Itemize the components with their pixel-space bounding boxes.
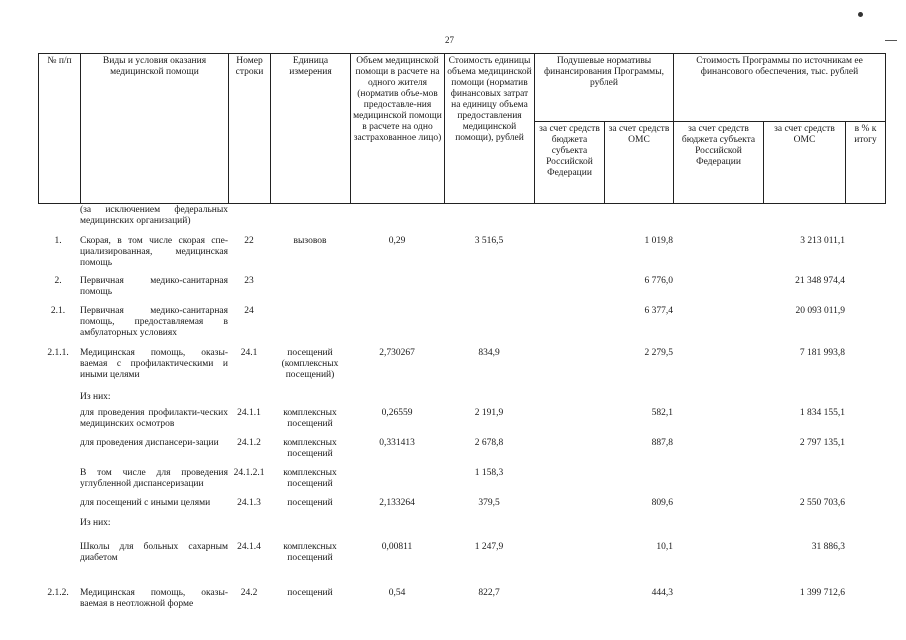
row-volume: 0,00811 [381, 542, 413, 552]
row-name: Скорая, в том числе скорая спе-циализированная, медицинская помощь [80, 236, 228, 268]
row-name: Школы для больных сахарным диабетом [80, 542, 228, 563]
row-src-oms: 31 886,3 [811, 542, 845, 552]
row-unit: комплексных посещений [283, 408, 337, 429]
row-unit: комплексных посещений [283, 468, 337, 489]
row-unit: посещений (комплексных посещений) [281, 348, 339, 380]
table-header [38, 53, 886, 204]
row-oms: 6 776,0 [644, 276, 673, 286]
header-line: Номер строки [229, 54, 271, 204]
row-line: 22 [244, 236, 254, 246]
row-line: 23 [244, 276, 254, 286]
header-sub-pct: в % к итогу [846, 122, 886, 204]
header-num: № п/п [39, 54, 81, 204]
row-cost: 2 678,8 [474, 438, 504, 448]
row-volume: 0,26559 [381, 408, 413, 418]
row-name: В том числе для проведения углубленной диспансеризации [80, 468, 228, 489]
row-oms: 887,8 [651, 438, 673, 448]
row-unit: комплексных посещений [283, 542, 337, 563]
row-oms: 1 019,8 [644, 236, 673, 246]
row-volume: 0,331413 [379, 438, 415, 448]
row-name: Медицинская помощь, оказы-ваемая с профилактическими и иными целями [80, 348, 228, 380]
row-cost: 822,7 [478, 588, 500, 598]
row-name: Медицинская помощь, оказы-ваемая в неотложной форме [80, 588, 228, 609]
row-unit: посещений [287, 498, 333, 508]
header-cost: Стоимость единицы объема медицинской помощи (норматив финансовых затрат на единицу объема предоставления медицинской помощи), рублей [445, 54, 535, 204]
row-volume: 2,730267 [379, 348, 415, 358]
header-percapita-group: Подушевые нормативы финансирования Программы, рублей [535, 54, 674, 122]
page-number: 27 [445, 35, 454, 45]
row-oms: 2 279,5 [644, 348, 673, 358]
row-cost: 2 191,9 [474, 408, 504, 418]
row-volume: 0,54 [388, 588, 406, 598]
row-line: 24.1.2.1 [233, 468, 265, 478]
header-unit: Единица измерения [271, 54, 351, 204]
row-unit: посещений [287, 588, 333, 598]
row-name: для проведения диспансери-зации [80, 438, 219, 448]
row-name: для посещений с иными целями [80, 498, 211, 508]
row-line: 24.1.2 [237, 438, 261, 448]
row-name: Из них: [80, 518, 111, 528]
scan-dot-mark [858, 12, 863, 17]
row-oms: 10,1 [656, 542, 673, 552]
row-num: 2.1.2. [47, 588, 69, 598]
header-volume: Объем медицинской помощи в расчете на одного жителя (норматив объе-мов предоставле-ния медицинской помощи в расчете на одно застрахованное лицо) [351, 54, 445, 204]
row-src-oms: 1 834 155,1 [799, 408, 845, 418]
header-name: Виды и условия оказания медицинской помощи [81, 54, 229, 204]
row-unit: комплексных посещений [283, 438, 337, 459]
row-src-oms: 1 399 712,6 [799, 588, 845, 598]
row-src-oms: 20 093 011,9 [795, 306, 845, 316]
row-cost: 379,5 [478, 498, 500, 508]
row-src-oms: 2 550 703,6 [799, 498, 845, 508]
row-name: (за исключением федеральных медицинских организаций) [80, 205, 228, 226]
row-cost: 1 158,3 [474, 468, 504, 478]
row-line: 24.1.1 [237, 408, 261, 418]
row-name: Из них: [80, 392, 111, 402]
row-cost: 3 516,5 [474, 236, 504, 246]
header-sub-oms: за счет средств ОМС [605, 122, 674, 204]
row-oms: 444,3 [651, 588, 673, 598]
row-src-oms: 3 213 011,1 [800, 236, 845, 246]
row-volume: 2,133264 [379, 498, 415, 508]
scan-edge-mark [885, 40, 897, 41]
row-name: для проведения профилакти-ческих медицинских осмотров [80, 408, 228, 429]
row-cost: 1 247,9 [474, 542, 504, 552]
row-line: 24 [244, 306, 254, 316]
header-sources-group: Стоимость Программы по источникам ее финансового обеспечения, тыс. рублей [674, 54, 886, 122]
row-line: 24.2 [240, 588, 258, 598]
row-line: 24.1.3 [237, 498, 261, 508]
header-sub-src-oms: за счет средств ОМС [764, 122, 846, 204]
header-sub-budget: за счет средств бюджета субъекта Российской Федерации [535, 122, 605, 204]
header-sub-src-budget: за счет средств бюджета субъекта Российской Федерации [674, 122, 764, 204]
row-unit: вызовов [293, 236, 327, 246]
row-volume: 0,29 [388, 236, 406, 246]
row-line: 24.1.4 [237, 542, 261, 552]
row-num: 1. [54, 236, 62, 246]
row-src-oms: 21 348 974,4 [795, 276, 845, 286]
row-num: 2.1.1. [47, 348, 69, 358]
row-line: 24.1 [240, 348, 258, 358]
row-num: 2.1. [50, 306, 66, 316]
row-src-oms: 7 181 993,8 [799, 348, 845, 358]
row-cost: 834,9 [478, 348, 500, 358]
row-oms: 582,1 [651, 408, 673, 418]
row-num: 2. [54, 276, 62, 286]
row-oms: 6 377,4 [644, 306, 673, 316]
row-name: Первичная медико-санитарная помощь, предоставляемая в амбулаторных условиях [80, 306, 228, 338]
row-src-oms: 2 797 135,1 [799, 438, 845, 448]
row-oms: 809,6 [651, 498, 673, 508]
row-name: Первичная медико-санитарная помощь [80, 276, 228, 297]
